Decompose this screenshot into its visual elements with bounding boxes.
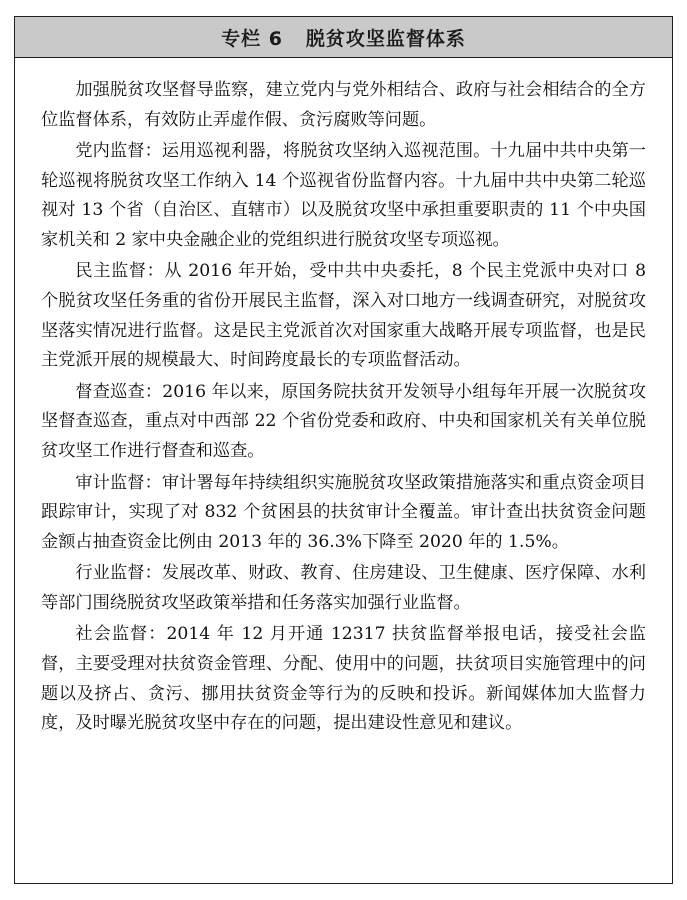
paragraph: 党内监督：运用巡视利器，将脱贫攻坚纳入巡视范围。十九届中共中央第一轮巡视将脱贫攻坚工作纳入 14 个巡视省份监督内容。十九届中共中央第二轮巡视对 13 个省（自治区、直辖市）以及脱贫攻坚中承担重要职责的 11 个中央国家机关和 2 家中央金融企业的党组织进行脱贫攻坚专项巡视。 — [41, 141, 646, 250]
paragraph: 督查巡查：2016 年以来，原国务院扶贫开发领导小组每年开展一次脱贫攻坚督查巡查，重点对中西部 22 个省份党委和政府、中央和国家机关有关单位脱贫攻坚工作进行督查和巡查。 — [41, 381, 646, 461]
paragraph: 加强脱贫攻坚督导监察，建立党内与党外相结合、政府与社会相结合的全方位监督体系，有效防止弄虚作假、贪污腐败等问题。 — [41, 80, 646, 130]
box-body — [15, 58, 672, 883]
paragraph: 社会监督：2014 年 12 月开通 12317 扶贫监督举报电话，接受社会监督，主要受理对扶贫资金管理、分配、使用中的问题，扶贫项目实施管理中的问题以及挤占、贪污、挪用扶贫资金等行为的反映和投诉。新闻媒体加大监督力度，及时曝光脱贫攻坚中存在的问题，提出建设性意见和建议。 — [41, 624, 646, 734]
paragraph: 民主监督：从 2016 年开始，受中共中央委托，8 个民主党派中央对口 8 个脱贫攻坚任务重的省份开展民主监督，深入对口地方一线调查研究，对脱贫攻坚落实情况进行监督。这是民主党派首次对国家重大战略开展专项监督，也是民主党派开展的规模最大、时间跨度最长的专项监督活动。 — [41, 261, 646, 371]
box-title: 专栏 6 脱贫攻坚监督体系 — [221, 27, 466, 50]
paragraph: 审计监督：审计署每年持续组织实施脱贫攻坚政策措施落实和重点资金项目跟踪审计，实现了对 832 个贫困县的扶贫审计全覆盖。审计查出扶贫资金问题金额占抽查资金比例由 2013 年的 36.3%下降至 2020 年的 1.5%。 — [41, 472, 646, 552]
feature-box — [14, 16, 673, 884]
paragraph: 行业监督：发展改革、财政、教育、住房建设、卫生健康、医疗保障、水利等部门围绕脱贫攻坚政策举措和任务落实加强行业监督。 — [41, 563, 646, 613]
box-header — [15, 17, 672, 58]
